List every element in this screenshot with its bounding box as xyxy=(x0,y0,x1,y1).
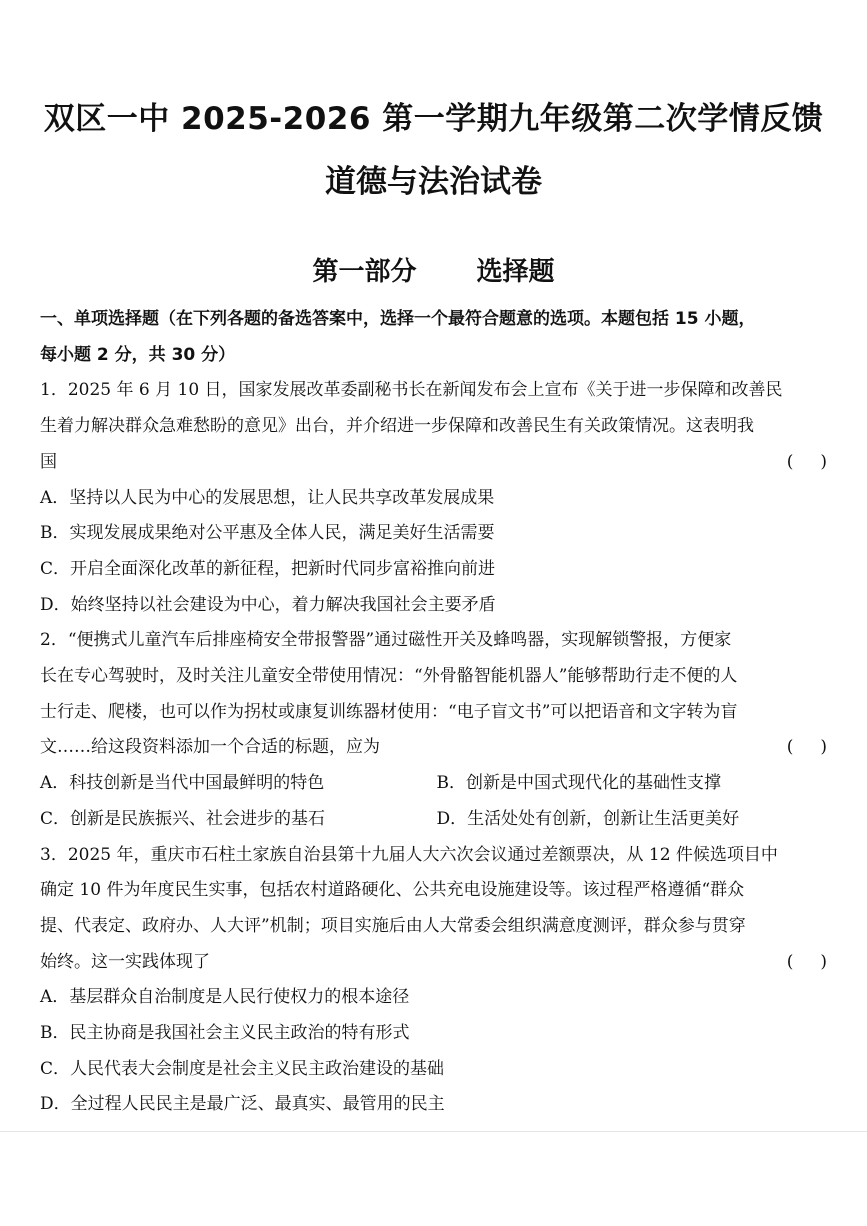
question-1 xyxy=(40,373,833,623)
question-stem-line: 长在专心驾驶时，及时关注儿童安全带使用情况：“外骨骼智能机器人”能够帮助行走不便的人 xyxy=(40,666,738,687)
question-stem-last xyxy=(40,445,833,481)
exam-title: 双区一中 2025-2026 第一学期九年级第二次学情反馈 xyxy=(43,101,824,137)
question-stem-line: 士行走、爬楼，也可以作为拐杖或康复训练器材使用：“电子盲文书”可以把语音和文字转为盲 xyxy=(40,701,738,722)
option-c: C．创新是民族振兴、社会进步的基石 xyxy=(40,808,326,829)
option-d: D．生活处处有创新，创新让生活更美好 xyxy=(436,808,740,829)
question-3 xyxy=(40,838,833,1124)
option-row xyxy=(40,802,833,838)
answer-bracket: ( ) xyxy=(786,737,827,758)
exam-content xyxy=(40,302,833,1123)
question-stem-line: 生着力解决群众急难愁盼的意见》出台，并介绍进一步保障和改善民生有关政策情况。这表明我 xyxy=(40,416,754,437)
option-c: C．人民代表大会制度是社会主义民主政治建设的基础 xyxy=(40,1058,445,1079)
option-c: C．开启全面深化改革的新征程，把新时代同步富裕推向前进 xyxy=(40,558,496,579)
option-b: B．民主协商是我国社会主义民主政治的特有形式 xyxy=(40,1023,410,1044)
question-stem-last xyxy=(40,945,833,981)
page-divider xyxy=(0,1131,867,1132)
exam-subtitle: 道德与法治试卷 xyxy=(325,164,542,200)
question-stem-line: 1．2025 年 6 月 10 日，国家发展改革委副秘书长在新闻发布会上宣布《关于进一步保障和改善民 xyxy=(40,380,783,401)
section-name: 选择题 xyxy=(476,257,555,287)
section-heading xyxy=(0,252,867,292)
question-stem-end: 始终。这一实践体现了 xyxy=(40,951,210,972)
answer-bracket: ( ) xyxy=(786,951,827,972)
option-a: A．坚持以人民为中心的发展思想，让人民共享改革发展成果 xyxy=(40,487,495,508)
question-2 xyxy=(40,623,833,837)
section-part: 第一部分 xyxy=(312,257,417,287)
option-a: A．科技创新是当代中国最鲜明的特色 xyxy=(40,773,325,794)
option-b: B．创新是中国式现代化的基础性支撑 xyxy=(436,773,721,794)
option-d: D．全过程人民民主是最广泛、最真实、最管用的民主 xyxy=(40,1094,445,1115)
question-stem-last xyxy=(40,730,833,766)
option-b: B．实现发展成果绝对公平惠及全体人民，满足美好生活需要 xyxy=(40,523,495,544)
question-stem-end: 文……给这段资料添加一个合适的标题，应为 xyxy=(40,737,380,758)
answer-bracket: ( ) xyxy=(786,451,827,472)
question-stem-line: 确定 10 件为年度民生实事，包括农村道路硬化、公共充电设施建设等。该过程严格遵循“群众 xyxy=(40,880,745,901)
instructions-line-1: 一、单项选择题（在下列各题的备选答案中，选择一个最符合题意的选项。本题包括 15 小题， xyxy=(40,309,756,329)
instructions-line-2: 每小题 2 分，共 30 分） xyxy=(40,344,236,365)
option-row xyxy=(40,766,833,802)
option-a: A．基层群众自治制度是人民行使权力的根本途径 xyxy=(40,987,410,1008)
option-d: D．始终坚持以社会建设为中心，着力解决我国社会主要矛盾 xyxy=(40,594,496,615)
question-stem-line: 2．“便携式儿童汽车后排座椅安全带报警器”通过磁性开关及蜂鸣器，实现解锁警报，方便家 xyxy=(40,630,732,651)
question-stem-end: 国 xyxy=(40,451,57,472)
question-stem-line: 提、代表定、政府办、人大评”机制；项目实施后由人大常委会组织满意度测评，群众参与贯穿 xyxy=(40,915,746,936)
question-stem-line: 3．2025 年，重庆市石柱土家族自治县第十九届人大六次会议通过差额票决，从 12 件候选项目中 xyxy=(40,844,778,865)
